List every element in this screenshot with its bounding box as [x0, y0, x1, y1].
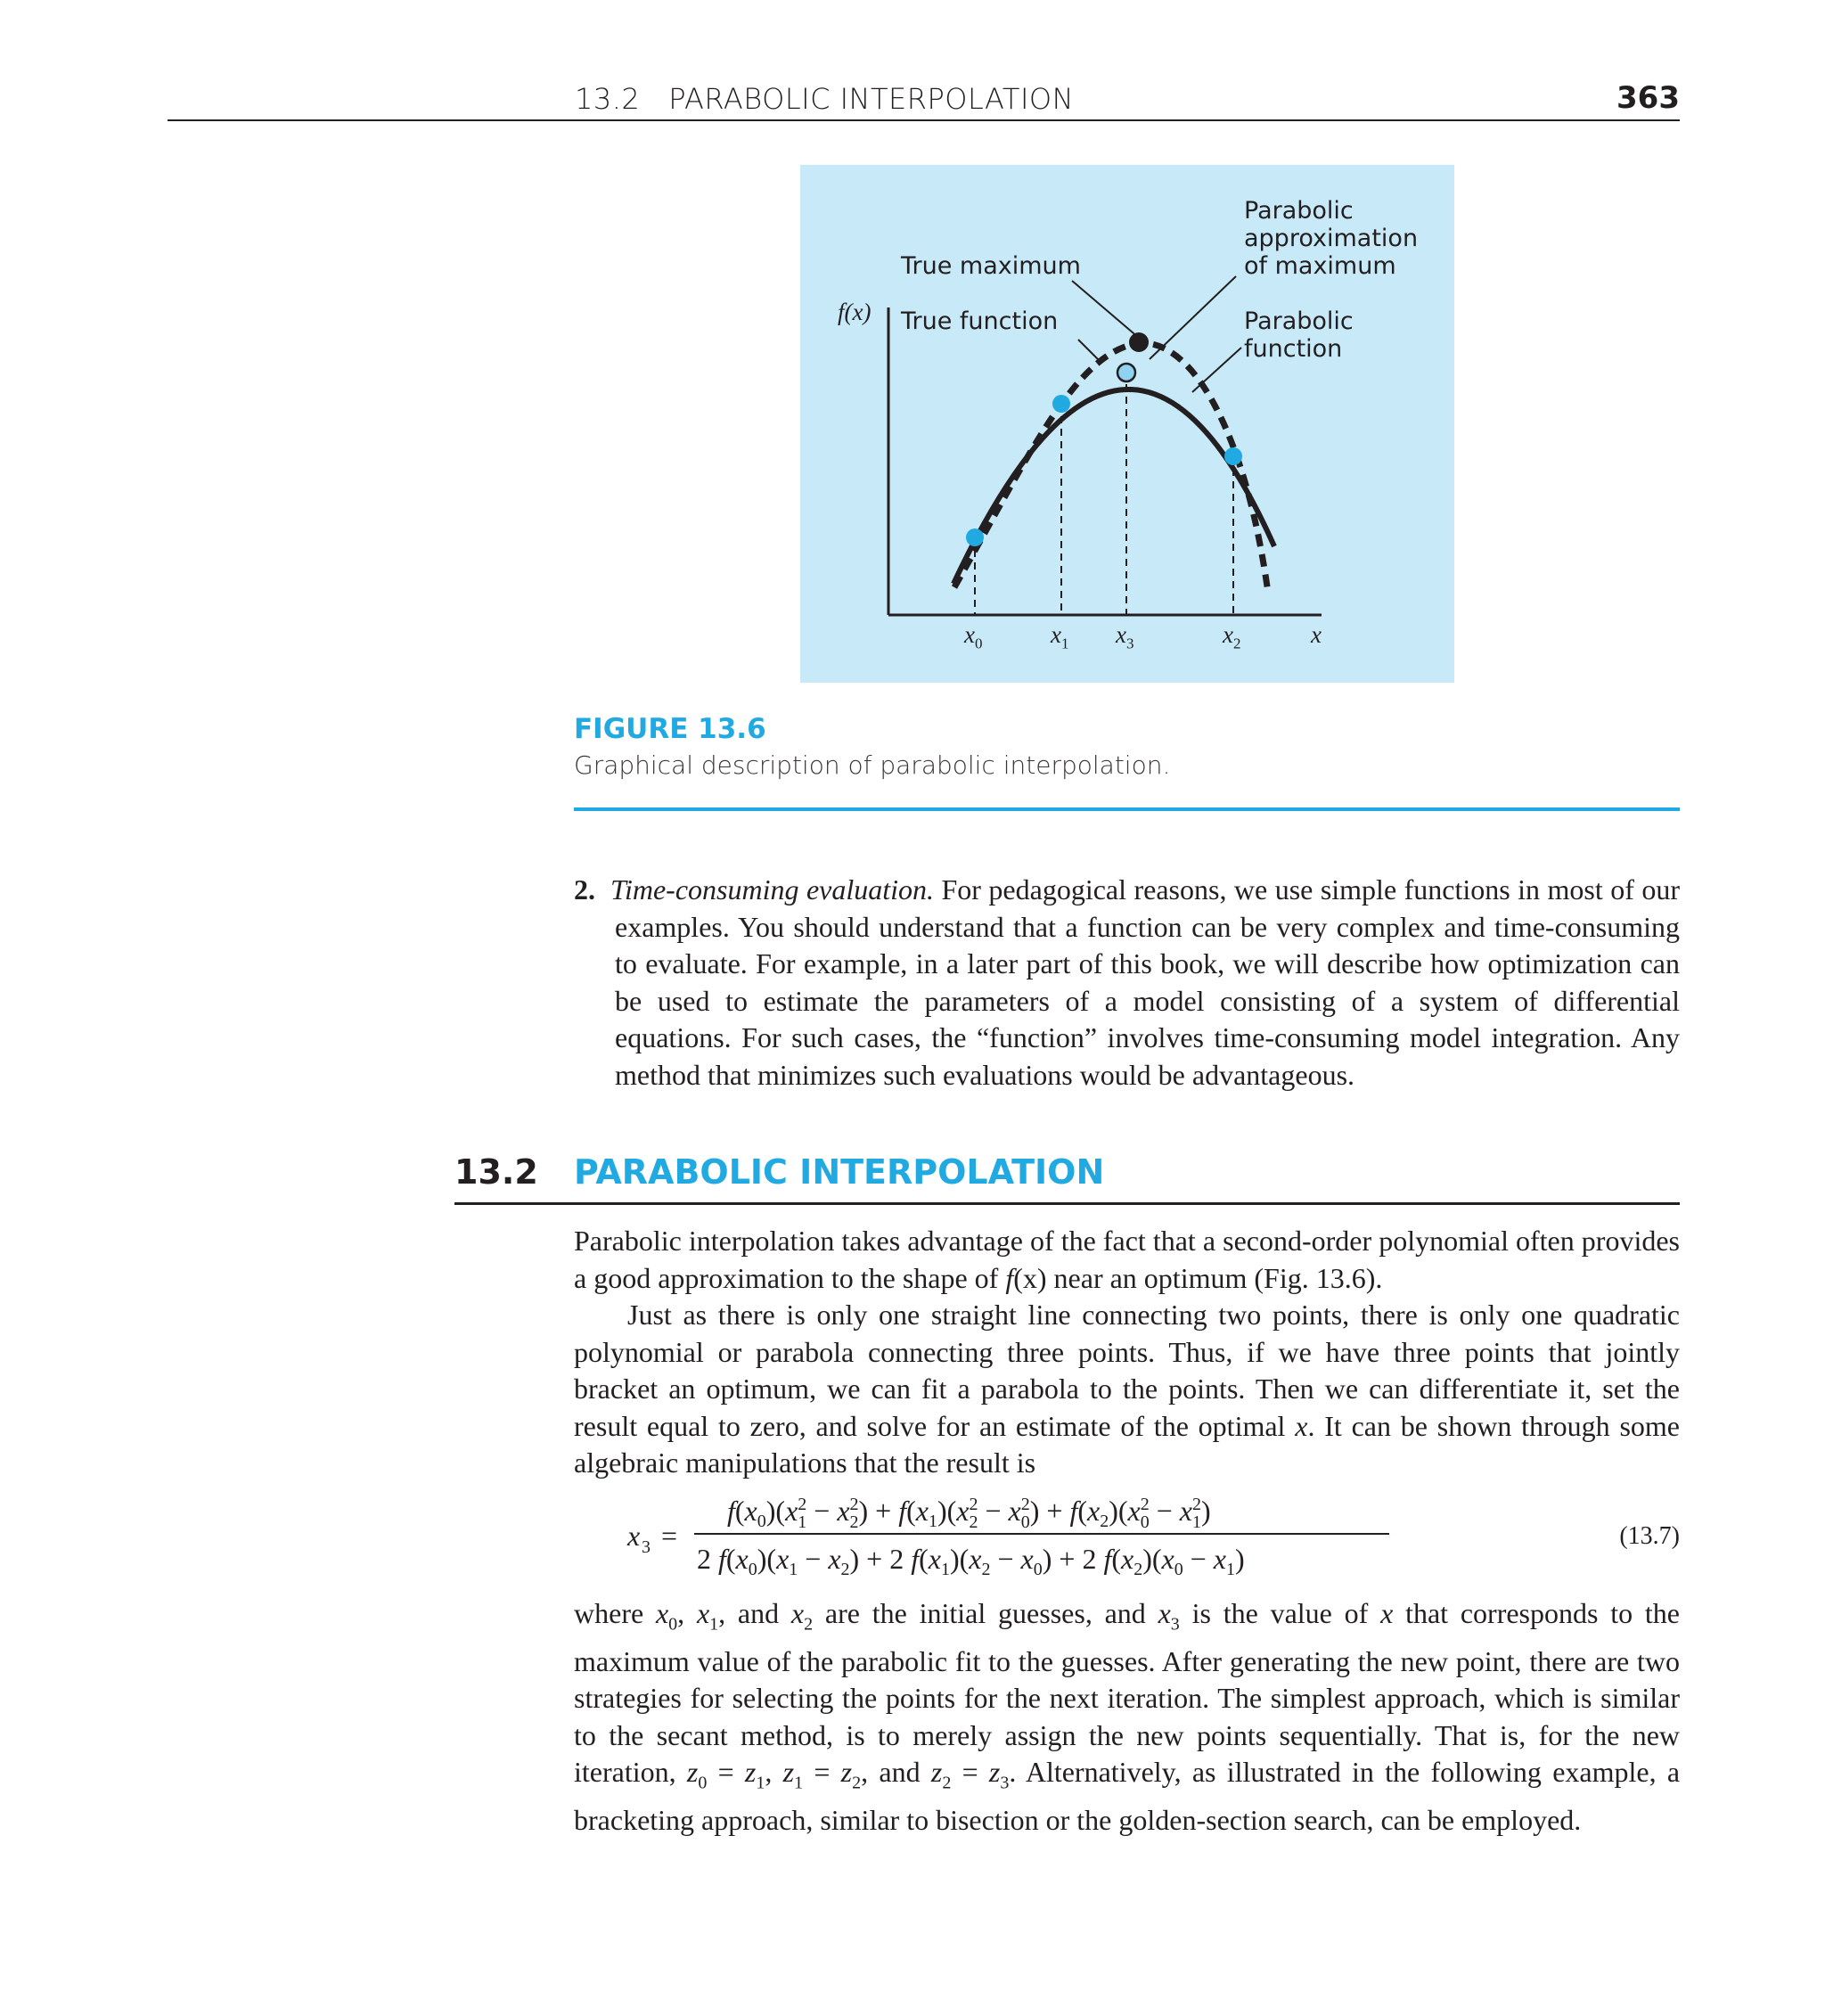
section-title: PARABOLIC INTERPOLATION — [574, 1152, 1105, 1192]
svg-text:=: = — [661, 1520, 678, 1552]
label-parabolic-function — [1244, 307, 1354, 363]
leader-true-maximum — [1072, 281, 1139, 338]
figure-label: FIGURE 13.6 — [574, 713, 766, 745]
label-line: of maximum — [1244, 252, 1396, 280]
section-heading — [454, 1152, 1680, 1205]
tick-x2: $x_2$ — [1223, 621, 1241, 652]
label-line: Parabolic — [1244, 307, 1354, 335]
label-x-axis: x — [1311, 621, 1322, 648]
figure-caption — [574, 713, 1680, 811]
svg-text:x: x — [627, 1520, 641, 1552]
list-item-2 — [574, 872, 1680, 1094]
leader-true-function — [1078, 340, 1101, 363]
leader-parabolic-function — [1192, 348, 1241, 392]
svg-text:f(x0)(x12 − x22) + f(x1)(x22 −: $f(x_0)(x_12 - x_22) + f(x_1)(x_22 - x_02) + f(x_2)(x_02 - x_12)$ — [727, 1495, 1211, 1532]
point-x0 — [966, 529, 984, 546]
list-item-text: For pedagogical reasons, we use simple functions in most of our examples. You should understand that a function can be very complex and time-consuming to evaluate. For example, in a later part of this book, we will describe how optimization can be used to estimate the parameters of a model consisting of a system of differential equations. For such cases, the “function” involves time-consuming model integration. Any method that minimizes such evaluations would be advantageous. — [615, 873, 1681, 1091]
leader-parabolic-approx — [1150, 276, 1236, 359]
page-number: 363 — [1616, 80, 1680, 116]
label-true-maximum: True maximum — [901, 252, 1081, 280]
section-number: 13.2 — [454, 1152, 538, 1192]
equation-13-7 — [574, 1487, 1680, 1585]
equation-graphic — [574, 1487, 1680, 1585]
point-true-maximum — [1129, 332, 1149, 352]
tick-x3: $x_3$ — [1116, 621, 1134, 652]
label-parabolic-approximation — [1244, 197, 1418, 280]
list-item-title: Time-consuming evaluation. — [610, 873, 935, 906]
paragraph-3: where $x_0$, $x_1$, and $x_2$ are the initial guesses, and $x_3$ is the value of x that corresponds to the maximum value of the parabolic fit to the guesses. After generating the new point, there are two strategies for selecting the points for the next iteration. The simplest approach, which is similar to the secant method, is to merely assign the new points sequentially. That is, for the new iteration, $z_0 = z_1$, $z_1 = z_2$, and $z_2 = z_3$. Alternatively, as illustrated in the following example, a bracketing approach, similar to bisection or the golden-section search, can be employed. — [574, 1597, 1681, 1837]
figure-caption-text: Graphical description of parabolic interpolation. — [574, 750, 1171, 780]
running-header — [168, 78, 1680, 121]
label-true-function: True function — [901, 307, 1059, 335]
label-line: approximation — [1244, 225, 1419, 252]
tick-x0: $x_0$ — [964, 621, 983, 652]
point-x2 — [1224, 447, 1242, 465]
label-y-axis: f(x) — [838, 299, 872, 325]
point-x1 — [1052, 395, 1070, 413]
list-number: 2. — [574, 873, 595, 906]
true-function-curve — [954, 343, 1268, 593]
tick-x1: $x_1$ — [1051, 621, 1069, 652]
svg-text:3: 3 — [642, 1537, 651, 1557]
svg-text:2 f(x0)(x1 − x2) + 2 f(x1)(x2: 2 $f(x_0)(x_1 - x_2) + 2$ $f(x_1)(x_2 - x_0) + 2$ $f(x_2)(x_0 - x_1)$ — [697, 1543, 1245, 1579]
parabolic-function-curve — [953, 389, 1274, 584]
label-line: function — [1244, 335, 1343, 363]
svg-text:(13.7): (13.7) — [1619, 1522, 1680, 1550]
running-title: 13.2 PARABOLIC INTERPOLATION — [575, 82, 1075, 116]
point-x3-parabolic-max — [1117, 364, 1135, 381]
paragraph-1: Parabolic interpolation takes advantage of the fact that a second-order polynomial often provides a good approximation to the shape of f(x) near an optimum (Fig. 13.6). — [574, 1225, 1680, 1294]
label-line: Parabolic — [1244, 197, 1354, 225]
figure-13-6 — [800, 165, 1454, 683]
paragraph-2: Just as there is only one straight line connecting two points, there is only one quadratic polynomial or parabola connecting three points. Thus, if we have three points that jointly bracket an optimum, we can fit a parabola to the points. Then we can differentiate it, set the result equal to zero, and solve for an estimate of the optimal x. It can be shown through some algebraic manipulations that the result is — [574, 1299, 1681, 1479]
